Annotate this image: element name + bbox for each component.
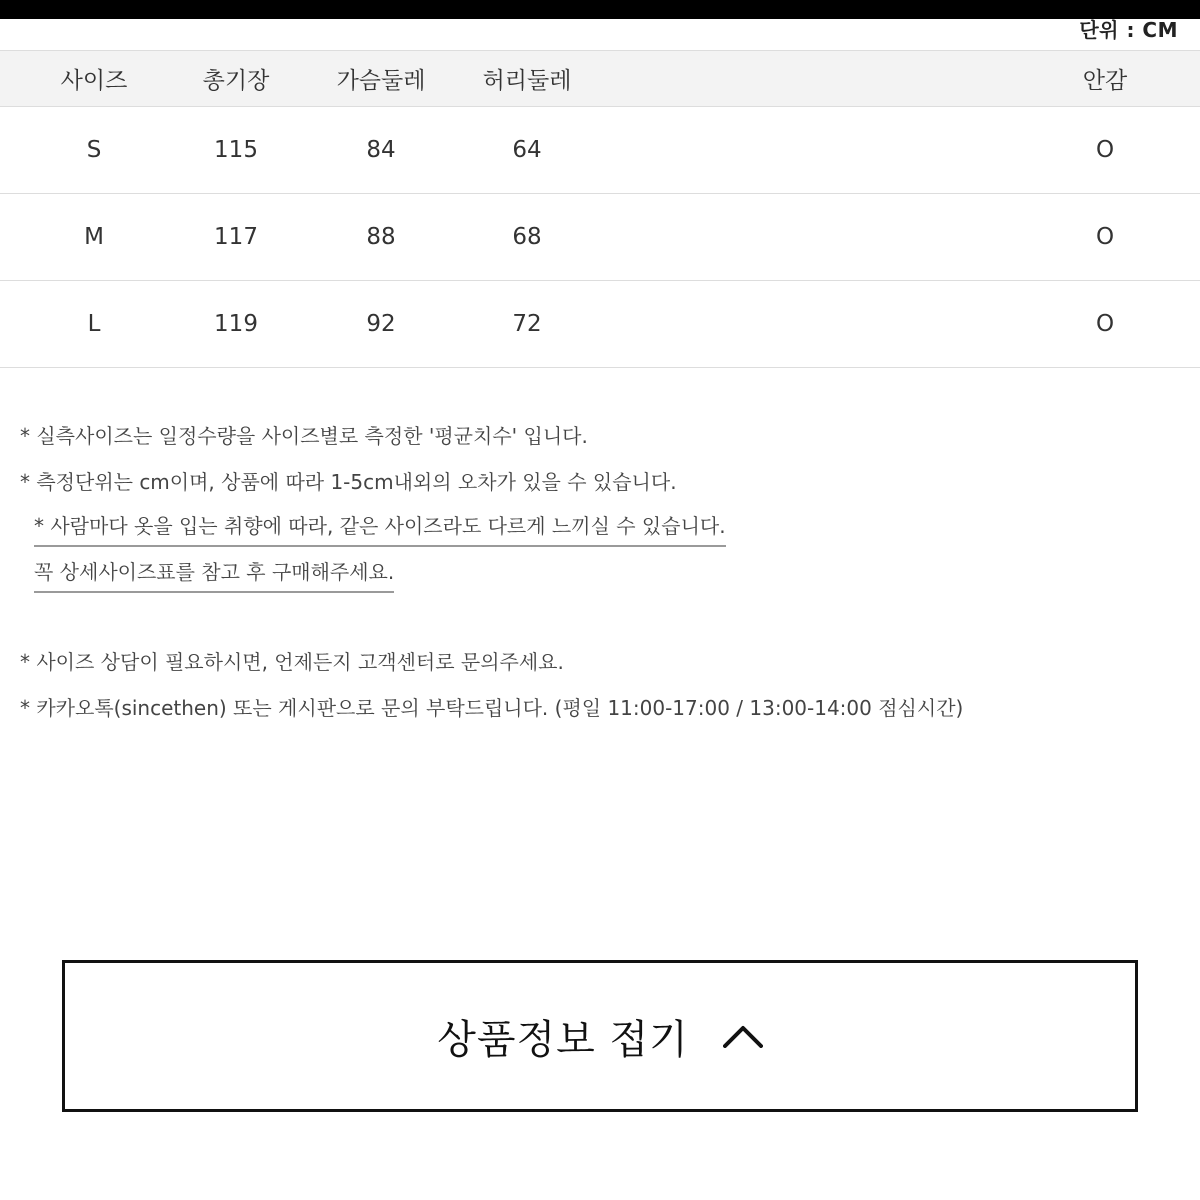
table-header-row — [0, 50, 1200, 107]
header-size: 사이즈 — [60, 68, 128, 94]
cell-waist: 64 — [512, 137, 542, 163]
header-chest: 가슴둘레 — [336, 68, 426, 94]
collapse-button-label: 상품정보 접기 — [437, 1016, 689, 1063]
cell-waist: 72 — [512, 311, 542, 337]
cell-chest: 92 — [366, 311, 396, 337]
note-check-size-chart: 꼭 상세사이즈표를 참고 후 구매해주세요. — [34, 556, 394, 593]
table-row — [0, 194, 1200, 281]
cell-chest: 84 — [366, 137, 396, 163]
cell-lining: O — [1095, 137, 1115, 163]
header-total-length: 총기장 — [202, 68, 270, 94]
cell-size: L — [87, 311, 101, 337]
cell-chest: 88 — [366, 224, 396, 250]
cell-total-length: 115 — [214, 137, 258, 163]
cell-size: S — [86, 137, 102, 163]
table-row — [0, 107, 1200, 194]
size-table — [0, 50, 1200, 368]
note-fit-preference: * 사람마다 옷을 입는 취향에 따라, 같은 사이즈라도 다르게 느끼실 수 있습니다. — [34, 510, 726, 547]
table-row — [0, 281, 1200, 368]
header-lining: 안감 — [1082, 68, 1128, 94]
note-contact-hours: * 카카오톡(sincethen) 또는 게시판으로 문의 부탁드립니다. (평일 11:00-17:00 / 13:00-14:00 점심시간) — [20, 696, 964, 720]
cell-lining: O — [1095, 311, 1115, 337]
top-bar — [0, 0, 1200, 19]
header-waist: 허리둘레 — [482, 68, 572, 94]
cell-total-length: 117 — [214, 224, 258, 250]
unit-label: 단위 : CM — [1079, 18, 1178, 42]
note-average-size: * 실측사이즈는 일정수량을 사이즈별로 측정한 '평균치수' 입니다. — [20, 424, 588, 448]
cell-lining: O — [1095, 224, 1115, 250]
chevron-up-icon — [723, 1024, 763, 1048]
cell-waist: 68 — [512, 224, 542, 250]
note-measurement-unit: * 측정단위는 cm이며, 상품에 따라 1-5cm내외의 오차가 있을 수 있습니다. — [20, 470, 677, 494]
cell-size: M — [84, 224, 104, 250]
cell-total-length: 119 — [214, 311, 258, 337]
note-size-consultation: * 사이즈 상담이 필요하시면, 언제든지 고객센터로 문의주세요. — [20, 650, 564, 674]
collapse-product-info-button[interactable] — [62, 960, 1138, 1112]
